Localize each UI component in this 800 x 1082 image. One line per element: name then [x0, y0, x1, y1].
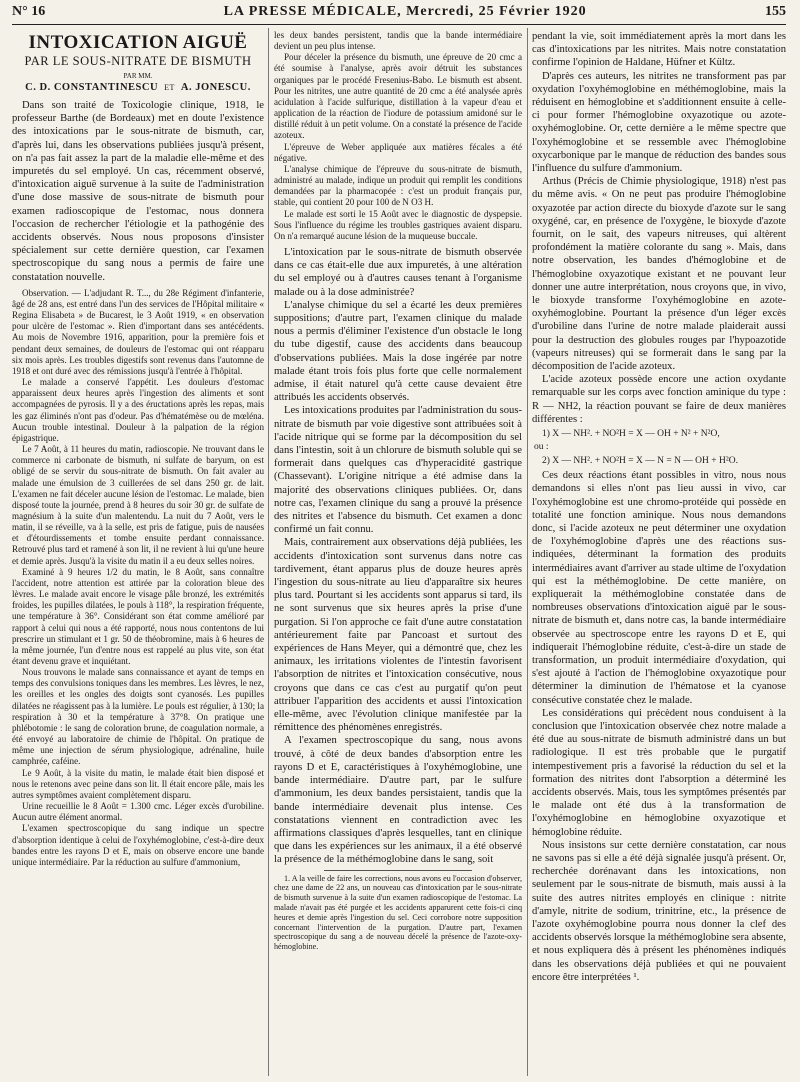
body-paragraph: Ces deux réactions étant possibles in vitro, nous nous demandons si elles n'ont pas lieu aussi in vivo, car l'oxyhémoglobine est une chromo-protéide qui possède en totalité une fonction aminique. Nous nous demandons donc, si l'acide azoteux ne peut déterminer une oxydation de l'oxyhémoglobine d'après une des réactions sus-indiquées, déterminant la formation des produits intermédiaires avant d'arriver au stade ultime de l'oxydation qui est la méthémoglobine. De cette manière, on expliquerait la méthémoglobine constatée dans de nombreuses observations d'intoxication aiguë par le sous-nitrate de bismuth et, dans notre cas, la bande intermédiaire observée au spectroscope entre les rayons D et E, qui indiquerait l'hémoglobine réduite, c'est-à-dire un stade de transformation, un produit intermédiaire d'oxydation, qui s'est ajouté à l'action de l'hémoglobine oxyazotique pour déterminer la diminution de l'hématose et la cyanose consécutive constatée chez le malade.: [532, 470, 786, 706]
author-1: C. D. CONSTANTINESCU: [25, 82, 159, 93]
observation-paragraph: L'examen spectroscopique du sang indique un spectre d'absorption identique à celui de l'oxyhémoglobine, c'est-à-dire deux bandes entre les rayons D et E, mais on observe encore une bande unique intermédiaire. Par la réduction au sulfure d'ammonium,: [12, 823, 264, 867]
article-title: INTOXICATION AIGUË: [28, 32, 248, 53]
observation-paragraph: Le malade a conservé l'appétit. Les douleurs d'estomac apparaissent deux heures après l'ingestion des aliments et sont accompagnées de pyrosis. Il y a des éructations après les repas, mais les gaz éliminés n'ont pas d'odeur. Pas d'hématémèse ou de mœléna. Aucun trouble intestinal. Douleur à la palpation de la région épigastrique.: [12, 377, 264, 443]
body-paragraph: pendant la vie, soit immédiatement après la mort dans les cas d'intoxications par les nitrites. Mais notre constatation confirme l'opinion de Haldane, Hüfner et Kültz.: [532, 31, 786, 69]
body-paragraph: D'après ces auteurs, les nitrites ne transforment pas par oxydation l'oxyhémoglobine en méthémoglobine, mais la réduisent en hémoglobine et s'additionnent ensuite à celle-ci pour former l'hémoglobine oxyazotique ou azote-oxyhémoglobine. Or, cette dernière a le même spectre que l'oxyhémoglobine et se ressemble avec l'hémoglobine oxycarbonique par le manque de réduction des bandes sous l'influence du sulfure d'ammonium.: [532, 70, 786, 175]
observation-paragraph: L'analyse chimique de l'épreuve du sous-nitrate de bismuth, administré au malade, indique un produit qui remplit les conditions demandées par la pharmacopée : c'est un produit français pur, stable, qui contient 20 pour 100 de N O3 H.: [274, 163, 522, 208]
running-header: [12, 4, 786, 24]
body-paragraph: L'intoxication par le sous-nitrate de bismuth observée dans ce cas était-elle due aux impuretés, à une altération du sel employé ou à d'autres causes tenant à l'organisme malade ou à la dose administrée?: [274, 246, 522, 298]
body-paragraph: Arthus (Précis de Chimie physiologique, 1918) n'est pas du même avis. « On ne peut pas produire l'hémoglobine oxyazotée par action directe du bioxyde d'azote sur le sang oxygéné, car, en présence de l'oxygène, le bioxyde d'azote fournit, on le sait, des vapeurs nitreuses, qui altèrent profondément la matière colorante du sang ». Mais, dans notre observation, les bandes d'hémoglobine et de l'hémoglobine oxyazotique existant et ne pouvant leur donner une autre interprétation, nous croyons que, in vivo, le bioxyde transforme l'oxyhémoglobine en azote-oxyhémoglobine. Pourtant la présence d'un léger excès d'urobiline dans l'urine de notre malade plaiderait aussi pour la destruction des globules rouges par l'hypoazotide (vapeurs nitreuses) qui se formerait dans le sang par la décomposition de l'acide azoteux.: [532, 176, 786, 373]
column-divider: [268, 28, 269, 1076]
column-divider: [527, 28, 528, 1076]
footnote-rule: [324, 870, 473, 871]
body-paragraph: Les considérations qui précèdent nous conduisent à la conclusion que l'intoxication observée chez notre malade a été due au sous-nitrate de bismuth administré dans un but radiologique. Il est très probable que le purgatif intempestivement pris a favorisé la réduction du sel et la formation des nitrites dont l'absorption a déterminé les accidents observés. Mais, tous les symptômes présentés par le malade ont été dus à la transformation de l'oxyhémoglobine en hémoglobine oxyazotique et hémoglobine réduite.: [532, 707, 786, 838]
intro-paragraph: Dans son traité de Toxicologie clinique, 1918, le professeur Barthe (de Bordeaux) met en doute l'existence des intoxications par le sous-nitrate de bismuth, car, d'après lui, dans les observations publiées jusqu'à présent, on n'a pas fait assez la part de la maladie elle-même et des impuretés du sel employé. Un cas, récemment observé, d'intoxication aiguë survenue à la suite de l'administration d'une dose massive de sous-nitrate de bismuth pour examen radioscopique de l'estomac, nous donnera l'occasion de rechercher l'étiologie et la pathogénie des accidents observés. Nous nous proposons d'insister spécialement sur cette dernière question, car l'examen spectroscopique du sang nous a permis de faire une constatation nouvelle.: [12, 100, 264, 283]
journal-title: LA PRESSE MÉDICALE, Mercredi, 25 Février 1920: [223, 4, 587, 19]
observation-paragraph: Nous trouvons le malade sans connaissance et ayant de temps en temps des convulsions toniques dans les membres. Les lèvres, le nez, les oreilles et les ongles des doigts sont cyanosés. Les pupilles dilatées ne réagissent pas à la lumière. Le pouls est régulier, à 130; la respiration à 30 et la température à 37°8. On pratique une phlébotomie : le sang de coloration brune, de coagulation normale, a été envoyé au laboratoire de chimie de l'hôpital. On pratique de même une injection de sérum physiologique, adrénaline, huile camphrée, caféine.: [12, 667, 264, 767]
issue-number: N° 16: [12, 4, 46, 19]
authors: [12, 81, 264, 94]
body-paragraph: A l'examen spectroscopique du sang, nous avons trouvé, à côté de deux bandes d'absorption entre les rayons D et E, caractéristiques à l'oxyhémoglobine, une bande intermédiaire. D'autre part, par le sulfure d'ammonium, les deux bandes persistaient, tandis que la bande intermédiaire devenait plus intense. Ces constatations viennent en contradiction avec les affirmations classiques d'après lesquelles, tant en clinique que dans les expériences sur les animaux, il a été observé la présence de la méthémoglobine dans le sang, soit: [274, 735, 522, 866]
article-subtitle: PAR LE SOUS-NITRATE DE BISMUTH: [24, 54, 252, 68]
observation-paragraph: Le 7 Août, à 11 heures du matin, radioscopie. Ne trouvant dans le commerce ni carbonate de bismuth, ni sulfate de baryum, on est obligé de se servir du sous-nitrate de bismuth. On fait avaler au malade une émulsion de 3 cuillerées de sel dans 250 gr. de lait. L'examen ne fait déceler aucune lésion de l'estomac. Le malade, bien disposé toute la journée, prend à 8 heures du soir 30 gr. de sulfate de magnésium à la suite d'un malentendu. La nuit du 7 Août, vers le matin, il se réveille, va à la selle, est pris de fatigue, puis de nausées et d'étourdissements et tombe ensuite perdant connaissance. Retrouvé plus tard et ramené à son lit, il ne revient à lui qu'une heure et demie après. Jusqu'à la visite du matin il a eu deux selles noires.: [12, 444, 264, 566]
body-paragraph: L'analyse chimique du sel a écarté les deux premières suppositions; d'autre part, l'examen clinique du malade nous a permis d'éliminer l'existence d'un obstacle le long du tube digestif, cause des accidents dans beaucoup d'observations publiées. Mais la dose ingérée par notre malade étant trois fois plus forte que celle normalement admise, il était naturel qu'à cette cause devaient être attribués les accidents observés.: [274, 299, 522, 404]
column-1: [12, 30, 264, 1078]
column-2: [274, 30, 522, 1078]
observation-paragraph: les deux bandes persistent, tandis que la bande intermédiaire devient un peu plus intense.: [274, 30, 522, 52]
header-rule: [12, 24, 786, 25]
author-2: A. JONESCU.: [180, 82, 251, 93]
observation-paragraph: Le 9 Août, à la visite du matin, le malade était bien disposé et nous le retenons avec peine dans son lit. Il était encore pâle, mais les autres symptômes avaient complètement disparu.: [12, 767, 264, 800]
body-paragraph: L'acide azoteux possède encore une action oxydante remarquable sur les corps avec fonction aminique du type : R — NH2, la réaction pouvant se faire de deux manières différentes :: [532, 374, 786, 425]
page-number: 155: [765, 4, 786, 19]
author-conjunction: ET: [164, 83, 175, 92]
observation-paragraph: Le malade est sorti le 15 Août avec le diagnostic de dyspepsie. Sous l'influence du régime les troubles gastriques avaient disparu. On n'a remarqué aucune lésion de la muqueuse buccale.: [274, 208, 522, 241]
equation-2: 2) X — NH². + NO²H = X — N = N — OH + H²O.: [542, 456, 738, 467]
equation-connector: ou :: [534, 442, 549, 453]
column-3: [532, 30, 786, 1078]
by-line-label: PAR MM.: [123, 72, 153, 80]
observation-paragraph: Examiné à 9 heures 1/2 du matin, le 8 Août, sans connaître l'accident, notre attention est attirée par la coloration bleue des lèvres. Le malade avait encore le visage pâle bronzé, les extrémités froides, les pupilles dilatées, le pouls à 118°, la respiration fréquente, une température à 36°. Considérant son état comme amélioré par rapport à celui qui nous a été rapporté, nous nous contentons de lui prescrire un stimulant et 1 gr. 50 de théobromine, mais à 6 heures de la même journée, l'un d'entre nous est rappelé au plus vite, son état étant devenu grave et inquiétant.: [12, 566, 264, 666]
observation-paragraph: Observation. — L'adjudant R. T..., du 28e Régiment d'infanterie, âgé de 28 ans, est entré dans l'un des services de l'Hôpital militaire « Regina Elisabeta » de Bucarest, le 3 Août 1919, « en observation pour ulcère de l'estomac ». Rien d'important dans ses antécédents. Au mois de Novembre 1916, apparition, pour la première fois et pendant deux semaines, de douleurs de l'estomac qui ont réapparu six mois après. Les troubles digestifs sont revenus dans l'automne de 1918 et ont duré avec des rémissions jusqu'à l'entrée à l'hôpital.: [12, 287, 264, 376]
body-paragraph: Les intoxications produites par l'administration du sous-nitrate de bismuth par voie digestive sont attribuées soit à l'acide nitrique qui se forme par la décomposition du sel dans l'intestin, soit à un chlorure de bismuth soluble qui se formerait dans quelques cas d'hyperacidité gastrique (Chassevant). L'origine nitrique a été admise dans la majorité des observations cliniques publiées. Or, dans notre cas, l'examen clinique du sang a prouvé la présence des nitrites et l'absence du bismuth. Cet examen a donc confirmé un fait connu.: [274, 405, 522, 536]
footnote: 1. A la veille de faire les corrections, nous avons eu l'occasion d'observer, chez une dame de 22 ans, un nouveau cas d'intoxication par le sous-nitrate de bismuth survenue à la suite d'un examen radioscopique de l'estomac. La malade n'avait pas été purgée et les accidents apparurent cette fois-ci cinq heures et demie après l'ingestion du sel. Ceci corrobore notre supposition concernant l'intervention de la purgation. D'autre part, l'examen spectroscopique du sang a de nouveau décelé la présence de l'azote-oxy-hémoglobine.: [274, 873, 522, 952]
body-paragraph: Nous insistons sur cette dernière constatation, car nous ne savons pas si elle a été déjà signalée jusqu'à présent. Or, recherchée dorénavant dans les intoxications, non seulement par le sous-nitrate de bismuth, mais aussi à la suite des autres nitrites employés en clinique : nitrite d'amyle, nitrite de sodium, trinitrine, etc., la présence de l'azote oxyhémoglobine pourra nous donner la clef des accidents observés lorsque la méthémoglobine sera absente, et nous expliquera dès à présent les phénomènes indiqués dans les observations déjà publiées et qui ne pouvaient encore être interprétées ¹.: [532, 839, 786, 983]
observation-paragraph: Urine recueillie le 8 Août = 1.300 cmc. Léger excès d'urobiline. Aucun autre élément anormal.: [12, 801, 264, 823]
body-paragraph: Mais, contrairement aux observations déjà publiées, les accidents d'intoxication sont survenus dans notre cas tardivement, étant apparus plus de douze heures après l'ingestion du sous-nitrate au lieu d'apparaître six heures plus tard. Pourtant si les accidents sont apparus si tard, ils ne sont survenus que six heures après la prise d'une purgation. Si l'on approche ce fait d'une autre constatation antérieurement faite par Pancoast et surtout des expériences de Hans Meyer, qui a démontré que, chez les animaux, les irritations violentes de l'intestin favorisent l'absorption de nitrites et l'intoxication consécutive, nous croyons que dans ce cas c'est au purgatif qu'on peut attribuer l'apparition des accidents et aussi l'intoxication elle-même, avec l'évolution clinique manifestée par la rémittence des phénomènes enregistrés.: [274, 537, 522, 734]
observation-paragraph: Pour déceler la présence du bismuth, une épreuve de 20 cmc a été soumise à l'analyse, après avoir détruit les substances organiques par le procédé Fresenius-Babo. Le bismuth est absent. Pour les nitrites, une autre quantité de 20 cmc a été analysée après acidulation à l'acide sulfurique, distillation à la vapeur d'eau et application de la réaction de l'iodure de potassium amidoné sur le distillé réduit à un petit volume. On a constaté la présence de l'acide azoteux.: [274, 52, 522, 141]
observation-paragraph: L'épreuve de Weber appliquée aux matières fécales a été négative.: [274, 141, 522, 163]
equation-1: 1) X — NH². + NO²H = X — OH + N² + N²O,: [542, 429, 720, 440]
